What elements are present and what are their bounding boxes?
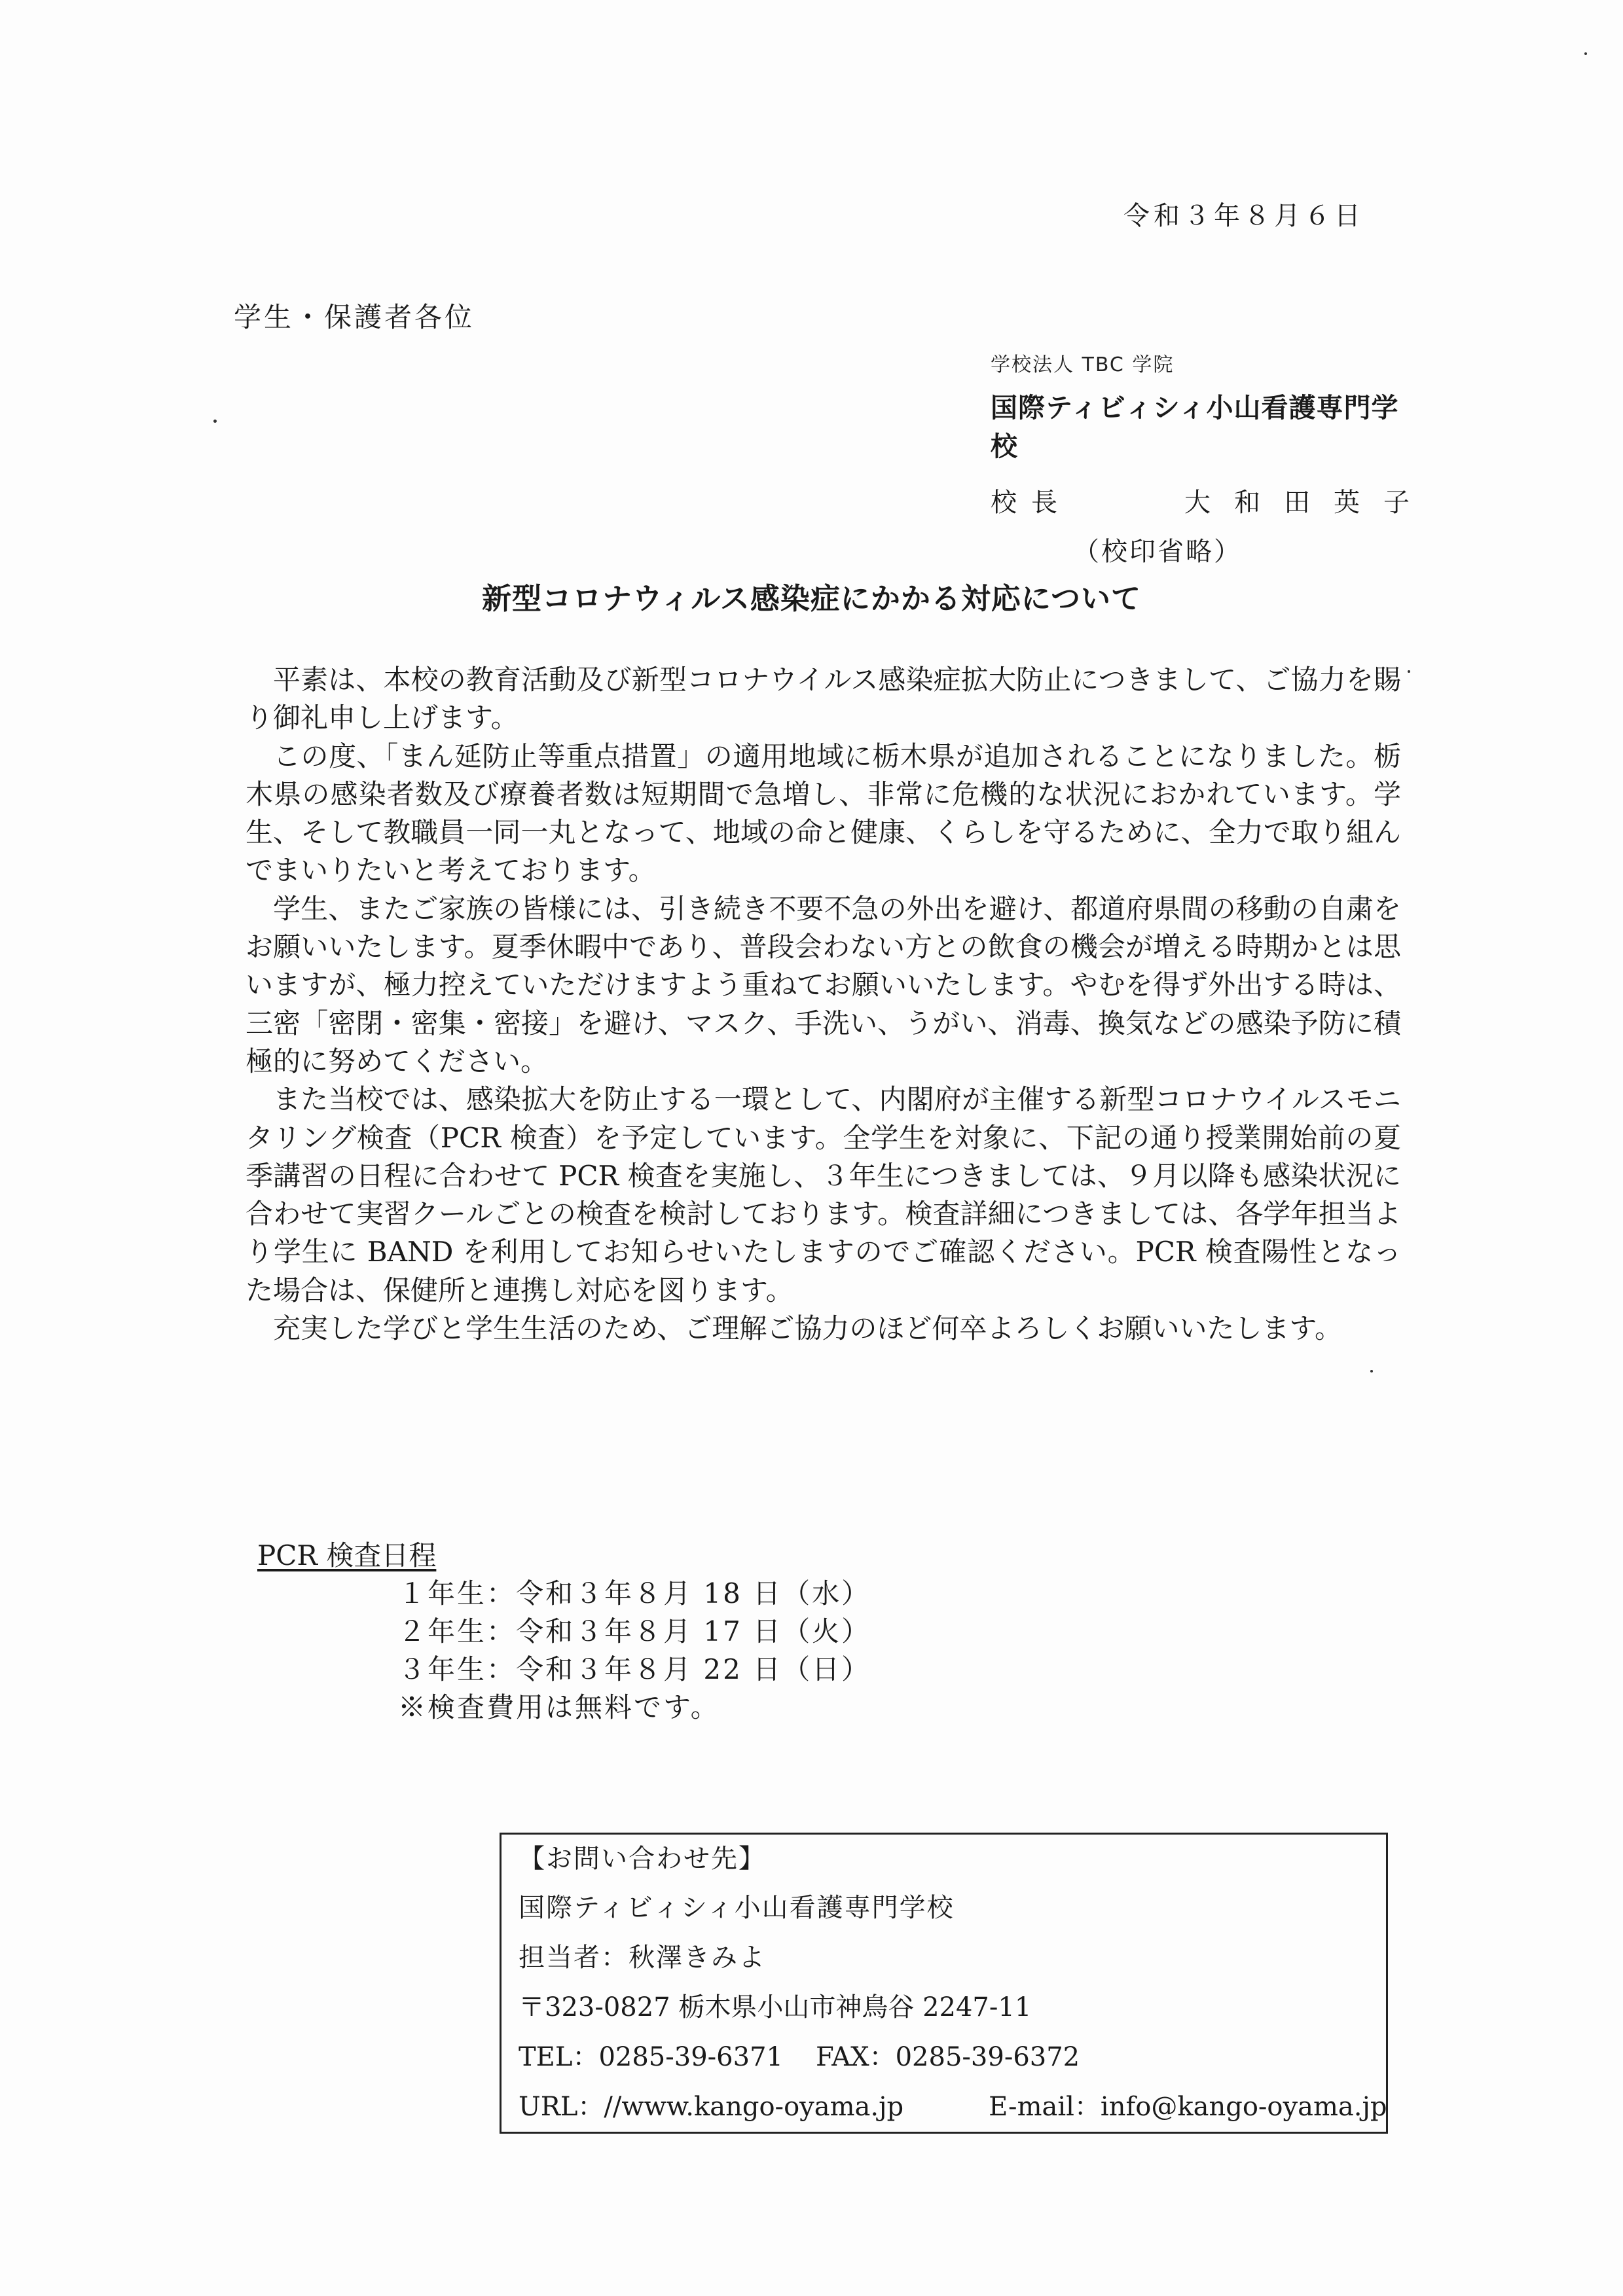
scan-speck — [213, 420, 217, 423]
pcr-schedule — [257, 1537, 871, 1727]
contact-heading: 【お問い合わせ先】 — [519, 1844, 766, 1874]
schedule-row: ３年生：令和３年８月 22 日（日） — [398, 1653, 871, 1685]
schedule-row: ２年生：令和３年８月 17 日（火） — [398, 1615, 871, 1647]
sender-block — [991, 348, 1433, 568]
school-name: 国際ティビィシィ小山看護専門学校 — [991, 392, 1399, 462]
document-title: 新型コロナウィルス感染症にかかる対応について — [481, 581, 1142, 616]
contact-address: 〒323-0827 栃木県小山市神鳥谷 2247-11 — [519, 1992, 1032, 2022]
seal-note: （校印省略） — [1073, 537, 1242, 567]
body-text — [246, 661, 1401, 1348]
document-date: 令和３年８月６日 — [1123, 201, 1364, 231]
paragraph: 学生、またご家族の皆様には、引き続き不要不急の外出を避け、都道府県間の移動の自粛をお願いいたします。夏季休暇中であり、普段会わない方との飲食の機会が増える時期かとは思いますが、極力控えていただけますよう重ねてお願いいたします。やむを得ず外出する時は、三密「密閉・密集・密接」を避け、マスク、手洗い、うがい、消毒、換気などの感染予防に積極的に努めてください。 — [246, 892, 1401, 1077]
schedule-heading: PCR 検査日程 — [257, 1539, 437, 1571]
scan-speck — [1584, 52, 1587, 55]
paragraph: この度、「まん延防止等重点措置」の適用地域に栃木県が追加されることになりました。栃木県の感染者数及び療養者数は短期間で急増し、非常に危機的な状況におかれています。学生、そして教職員一同一丸となって、地域の命と健康、くらしを守るために、全力で取り組んでまいりたいと考えております。 — [246, 740, 1401, 887]
corporation-name: 学校法人 TBC 学院 — [991, 353, 1175, 376]
scan-speck — [1370, 1370, 1373, 1372]
principal-role: 校長 — [991, 488, 1072, 518]
principal-line — [991, 482, 1433, 519]
contact-fax: FAX：0285-39-6372 — [815, 2042, 1080, 2072]
schedule-note: ※検査費用は無料です。 — [398, 1691, 720, 1723]
contact-tel: TEL：0285-39-6371 — [519, 2042, 783, 2072]
recipient: 学生・保護者各位 — [234, 301, 475, 333]
contact-staff: 担当者：秋澤きみよ — [519, 1943, 766, 1973]
contact-box — [500, 1833, 1388, 2134]
principal-name: 大和田英子 — [1184, 488, 1433, 518]
contact-web-line — [519, 2082, 1386, 2132]
contact-school: 国際ティビィシィ小山看護専門学校 — [519, 1893, 955, 1923]
contact-url[interactable]: URL：//www.kango-oyama.jp — [519, 2092, 904, 2122]
contact-phone-line — [519, 2032, 1386, 2082]
scan-speck — [1408, 670, 1410, 673]
paragraph: 平素は、本校の教育活動及び新型コロナウイルス感染症拡大防止につきまして、ご協力を賜り御礼申し上げます。 — [246, 664, 1401, 734]
schedule-row: １年生：令和３年８月 18 日（水） — [398, 1577, 871, 1609]
contact-email[interactable]: E-mail：info@kango-oyama.jp — [989, 2092, 1387, 2122]
paragraph: また当校では、感染拡大を防止する一環として、内閣府が主催する新型コロナウイルスモニタリング検査（PCR 検査）を予定しています。全学生を対象に、下記の通り授業開始前の夏季講習の日程に合わせて PCR 検査を実施し、３年生につきましては、９月以降も感染状況に合わせて実習クールごとの検査を検討しております。検査詳細につきましては、各学年担当より学生に BAND を利用してお知らせいたしますのでご確認ください。PCR 検査陽性となった場合は、保健所と連携し対応を図ります。 — [246, 1083, 1401, 1306]
paragraph: 充実した学びと学生生活のため、ご理解ご協力のほど何卒よろしくお願いいたします。 — [273, 1312, 1342, 1345]
